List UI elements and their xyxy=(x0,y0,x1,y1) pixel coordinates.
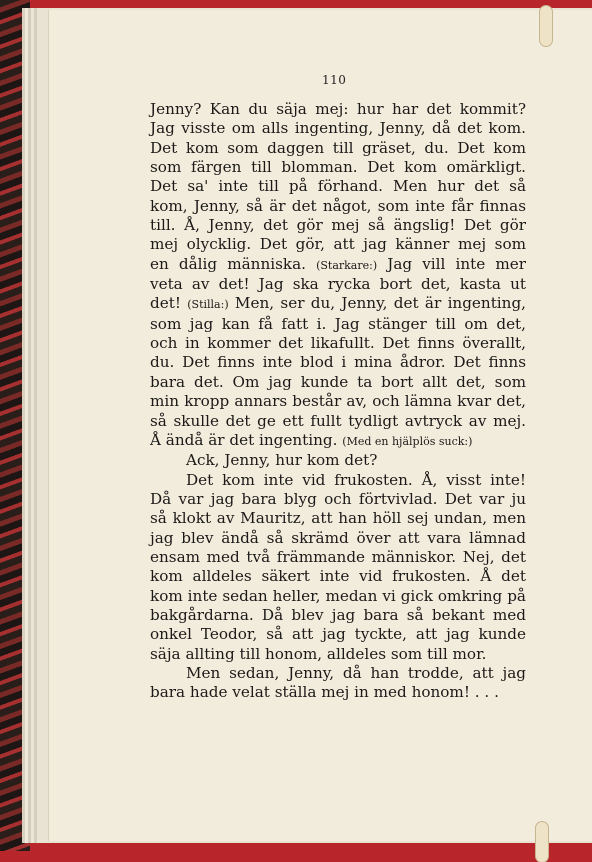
text-line: Men sedan, Jenny, då han trodde, att jag xyxy=(186,663,526,682)
text-line: Jenny? Kan du säja mej: hur har det kommit? xyxy=(150,100,526,118)
text-line: mej olycklig. Det gör, att jag känner mej som xyxy=(150,235,526,254)
page-number: 110 xyxy=(322,73,347,87)
text-line: till. Å, Jenny, det gör mej så ängslig! Det gör xyxy=(150,216,526,235)
page-tab-bottom xyxy=(536,822,548,862)
line-text: Men, ser du, Jenny, det är ingenting, xyxy=(228,294,526,313)
text-line: jag blev ändå så skrämd över att vara lämnad xyxy=(150,528,526,547)
line-text: Å ändå är det ingenting. xyxy=(150,430,343,449)
text-line: Det kom inte vid frukosten. Å, visst inte! xyxy=(186,470,526,489)
stage-direction: (Stilla:) xyxy=(187,298,229,312)
text-line: som färgen till blomman. Det kom omärkligt. xyxy=(150,158,526,177)
text-line: Ack, Jenny, hur kom det? xyxy=(186,451,378,470)
stage-direction: (Starkare:) xyxy=(316,258,378,272)
line-text: det! xyxy=(150,294,188,313)
text-line: kom, Jenny, så är det något, som inte får finnas xyxy=(150,196,526,215)
text-line: bara det. Om jag kunde ta bort allt det, som xyxy=(150,372,526,391)
text-line: Det sa' inte till på förhand. Men hur det så xyxy=(150,177,526,196)
text-line: veta av det! Jag ska rycka bort det, kasta ut xyxy=(150,275,526,294)
text-line: kom alldeles säkert inte vid frukosten. Å det xyxy=(150,567,526,586)
text-line: så skulle det ge ett fullt tydligt avtryck av mej. xyxy=(150,411,526,430)
text-line: bara hade velat ställa mej in med honom! . . . xyxy=(150,683,499,702)
text-line xyxy=(150,294,526,314)
text-line: kom inte sedan heller, medan vi gick omkring på xyxy=(150,586,526,605)
text-line: du. Det finns inte blod i mina ådror. Det finns xyxy=(150,353,526,372)
text-line: säja allting till honom, alldeles som till mor. xyxy=(150,644,487,663)
text-line: Då var jag bara blyg och förtvivlad. Det var ju xyxy=(150,489,526,508)
text-line: och in kommer det likafullt. Det finns överallt, xyxy=(150,334,526,353)
text-line: som jag kan få fatt i. Jag stänger till om det, xyxy=(150,314,526,333)
line-text: en dålig människa. xyxy=(150,254,317,273)
text-line: ensam med två främmande människor. Nej, det xyxy=(150,547,526,566)
line-text: Jag vill inte mer xyxy=(377,254,526,273)
text-line: Det kom som daggen till gräset, du. Det kom xyxy=(150,138,526,157)
page-tab-top xyxy=(540,6,552,46)
text-line: onkel Teodor, så att jag tyckte, att jag kunde xyxy=(150,625,526,644)
text-line xyxy=(150,431,526,451)
text-line: bakgårdarna. Då blev jag bara så bekant med xyxy=(150,605,526,624)
stage-direction: (Med en hjälplös suck:) xyxy=(342,434,473,448)
text-line xyxy=(150,255,526,275)
text-line: så klokt av Mauritz, att han höll sej undan, men xyxy=(150,509,526,528)
body-text xyxy=(150,100,526,703)
text-line: Jag visste om alls ingenting, Jenny, då det kom. xyxy=(150,119,526,138)
text-line: min kropp annars består av, och lämna kvar det, xyxy=(150,392,526,411)
